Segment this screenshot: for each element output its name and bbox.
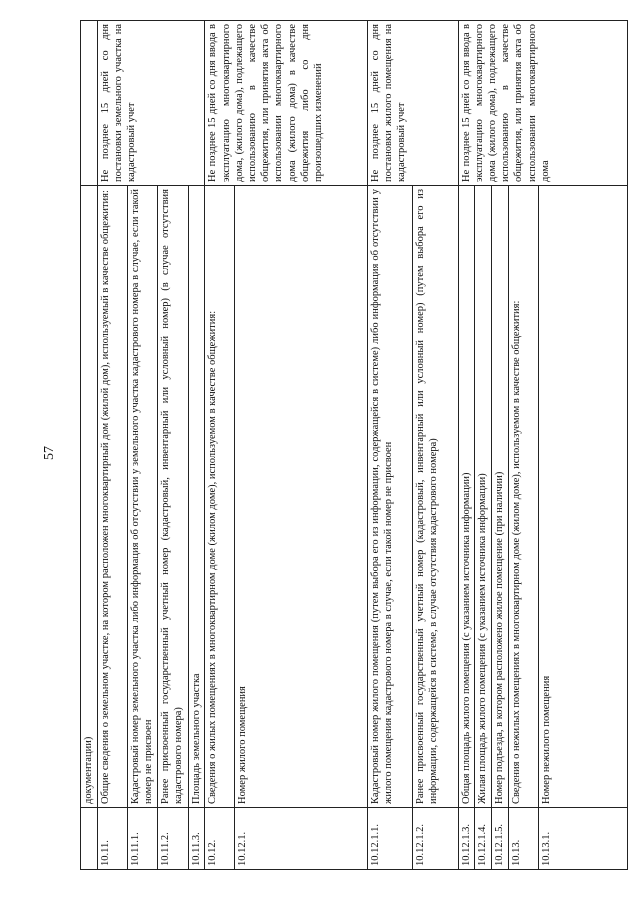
row-description: Ранее присвоенный государственный учетный номер (кадастровый, инвентарный или условный номер) (путем выбора его из информации, содержащейся в системе, в случае отсутствия кадастрового номера) xyxy=(413,186,459,808)
row-description: Общие сведения о земельном участке, на котором расположен многоквартирный дом (жилой дом), используемый в качестве общежития: xyxy=(97,186,127,808)
row-description: документации) xyxy=(81,186,98,808)
row-number xyxy=(81,808,98,870)
row-number: 10.12.1.4. xyxy=(475,808,492,870)
row-deadline xyxy=(81,21,98,186)
row-description: Номер подъезда, в котором расположено жилое помещение (при наличии) xyxy=(492,186,509,808)
row-number: 10.12.1.1. xyxy=(367,808,413,870)
table-row xyxy=(367,21,413,870)
row-deadline: Не позднее 15 дней со дня ввода в эксплуатацию многоквартирного дома (жилого дома), подлежащего использованию в качестве общежития, или принятия акта об использовании многоквартирного дома xyxy=(458,21,627,186)
table-row xyxy=(458,21,475,870)
table-row xyxy=(81,21,98,870)
row-number: 10.12.1.5. xyxy=(492,808,509,870)
row-number: 10.12.1.2. xyxy=(413,808,459,870)
row-deadline: Не позднее 15 дней со дня ввода в эксплуатацию многоквартирного дома, (жилого дома), подлежащего использованию в качестве общежития, или принятия акта об использовании многоквартирного дома (жилого дома) в качестве общежития либо со дня произошедших изменений xyxy=(205,21,367,186)
table-row xyxy=(97,21,127,870)
row-number: 10.13. xyxy=(508,808,538,870)
row-description: Жилая площадь жилого помещения (с указанием источника информации) xyxy=(475,186,492,808)
row-description: Кадастровый номер жилого помещения (путем выбора его из информации, содержащейся в системе) либо информация об отсутствии у жилого помещения кадастрового номера в случае, если такой номер не присвоен xyxy=(367,186,413,808)
row-description: Номер жилого помещения xyxy=(235,186,367,808)
row-description: Кадастровый номер земельного участка либо информация об отсутствии у земельного участка кадастрового номера в случае, если такой номер не присвоен xyxy=(127,186,157,808)
row-description: Площадь земельного участка xyxy=(188,186,205,808)
row-number: 10.12.1. xyxy=(235,808,367,870)
table-row xyxy=(205,21,235,870)
row-description: Сведения о нежилых помещениях в многоквартирном доме (жилом доме), используемом в качестве общежития: xyxy=(508,186,538,808)
row-number: 10.12. xyxy=(205,808,235,870)
requirements-table xyxy=(80,20,628,870)
rotated-page-content xyxy=(80,20,628,870)
row-number: 10.12.1.3. xyxy=(458,808,475,870)
row-description: Общая площадь жилого помещения (с указанием источника информации) xyxy=(458,186,475,808)
page-number: 57 xyxy=(42,446,57,460)
row-number: 10.11. xyxy=(97,808,127,870)
row-deadline: Не позднее 15 дней со дня постановки земельного участка на кадастровый учет xyxy=(97,21,205,186)
row-description: Ранее присвоенный государственный учетный номер (кадастровый, инвентарный или условный номер) (в случае отсутствия кадастрового номера) xyxy=(158,186,188,808)
row-deadline: Не позднее 15 дней со дня постановки жилого помещения на кадастровый учет xyxy=(367,21,458,186)
row-number: 10.11.2. xyxy=(158,808,188,870)
row-number: 10.13.1. xyxy=(538,808,627,870)
row-description: Сведения о жилых помещениях в многоквартирном доме (жилом доме), используемом в качестве общежития: xyxy=(205,186,235,808)
row-number: 10.11.1. xyxy=(127,808,157,870)
row-number: 10.11.3. xyxy=(188,808,205,870)
row-description: Номер нежилого помещения xyxy=(538,186,627,808)
